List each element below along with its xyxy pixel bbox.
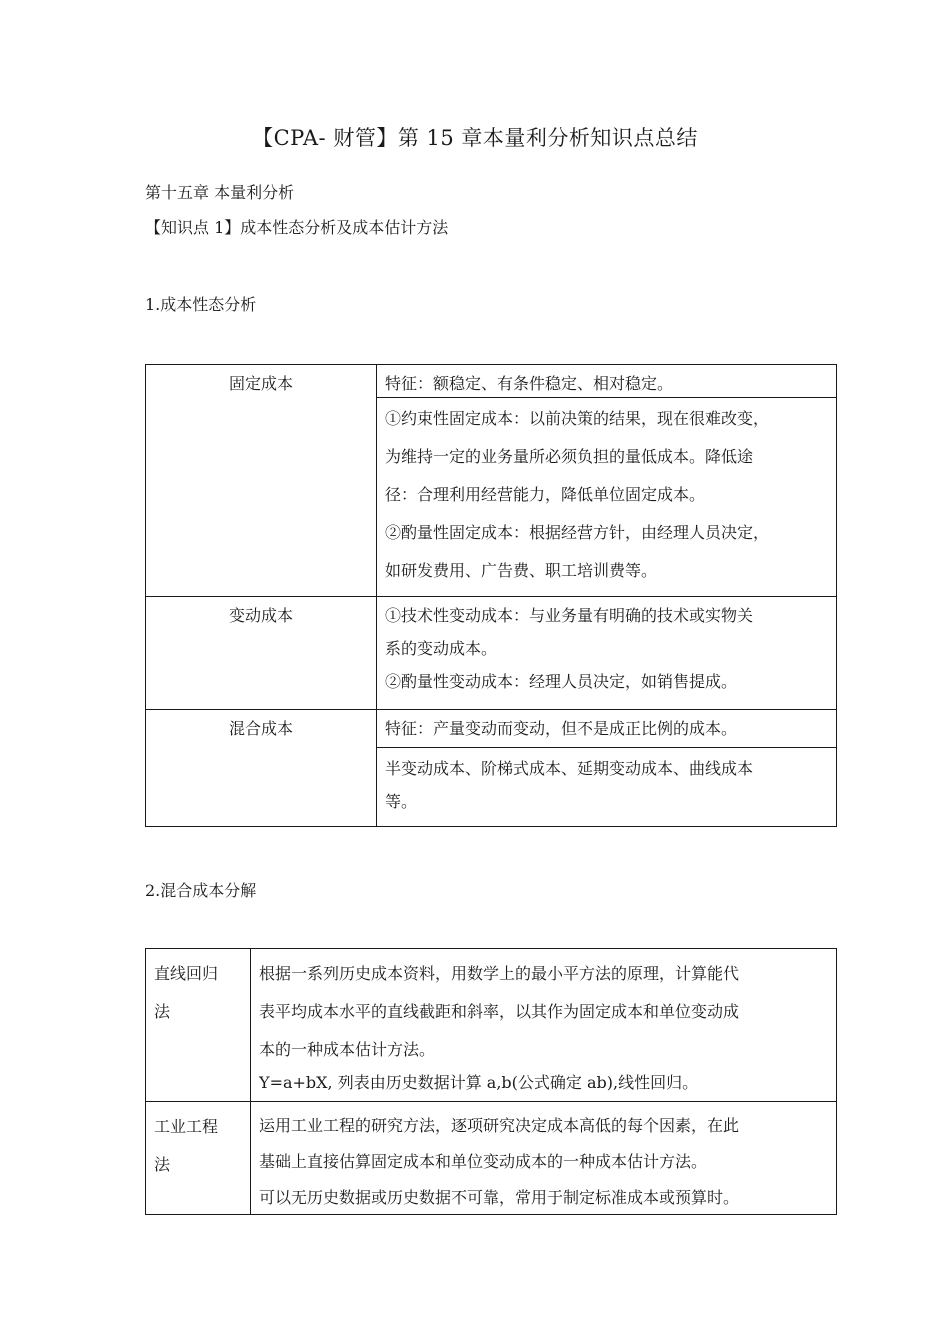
- cell-line: 为维持一定的业务量所必须负担的量低成本。降低途: [385, 447, 754, 466]
- cost-behavior-table: [145, 364, 837, 827]
- cell-line: ①技术性变动成本：与业务量有明确的技术或实物关: [385, 606, 754, 625]
- cell-line: ②酌量性变动成本：经理人员决定，如销售提成。: [385, 672, 738, 691]
- cell-line: 径：合理利用经营能力，降低单位固定成本。: [385, 485, 706, 504]
- cell-line: 等。: [385, 792, 418, 811]
- cell-line: Y=a+bX, 列表由历史数据计算 a,b(公式确定 ab),线性回归。: [259, 1073, 699, 1092]
- cell-line: 特征：产量变动而变动，但不是成正比例的成本。: [385, 719, 738, 738]
- cell-line: 基础上直接估算固定成本和单位变动成本的一种成本估计方法。: [259, 1152, 708, 1171]
- table-row: [146, 365, 837, 398]
- row-label: 固定成本: [228, 374, 293, 393]
- cell-line: 运用工业工程的研究方法，逐项研究决定成本高低的每个因素，在此: [259, 1116, 740, 1135]
- chapter-heading: 第十五章 本量利分析: [145, 183, 295, 202]
- row-label: 法: [154, 1155, 171, 1174]
- cell-line: 特征：额稳定、有条件稳定、相对稳定。: [385, 374, 674, 393]
- section-2-heading: 2.混合成本分解: [145, 881, 257, 900]
- cell-line: 系的变动成本。: [385, 639, 498, 658]
- cell-line: ②酌量性固定成本：根据经营方针，由经理人员决定，: [385, 523, 770, 542]
- row-label: 变动成本: [228, 606, 293, 625]
- row-label-cell: [146, 365, 377, 597]
- table-cell: [377, 398, 837, 597]
- row-label-cell: [146, 949, 251, 1102]
- mixed-cost-decomposition-table: [145, 948, 837, 1215]
- table-cell: [377, 710, 837, 748]
- table-cell: [251, 949, 837, 1102]
- knowledge-point-heading: 【知识点 1】成本性态分析及成本估计方法: [145, 218, 449, 237]
- row-label: 混合成本: [228, 719, 293, 738]
- row-label: 法: [154, 1002, 171, 1021]
- cell-line: 根据一系列历史成本资料，用数学上的最小平方法的原理，计算能代: [259, 964, 740, 983]
- cell-line: ①约束性固定成本：以前决策的结果，现在很难改变，: [385, 409, 770, 428]
- document-title: 【CPA- 财管】第 15 章本量利分析知识点总结: [252, 126, 698, 150]
- cell-line: 表平均成本水平的直线截距和斜率，以其作为固定成本和单位变动成: [259, 1002, 740, 1021]
- section-1-heading: 1.成本性态分析: [145, 295, 257, 314]
- row-label-cell: [146, 1102, 251, 1215]
- cell-line: 本的一种成本估计方法。: [259, 1040, 436, 1059]
- table-cell: [377, 748, 837, 827]
- row-label: 工业工程: [154, 1117, 219, 1136]
- table-cell: [251, 1102, 837, 1215]
- row-label: 直线回归: [154, 964, 219, 983]
- table-row: [146, 1102, 837, 1215]
- table-row: [146, 710, 837, 748]
- row-label-cell: [146, 597, 377, 710]
- row-label-cell: [146, 710, 377, 827]
- table-row: [146, 597, 837, 710]
- table-cell: [377, 365, 837, 398]
- cell-line: 可以无历史数据或历史数据不可靠，常用于制定标准成本或预算时。: [259, 1188, 740, 1207]
- cell-line: 如研发费用、广告费、职工培训费等。: [385, 561, 658, 580]
- table-cell: [377, 597, 837, 710]
- table-row: [146, 949, 837, 1102]
- cell-line: 半变动成本、阶梯式成本、延期变动成本、曲线成本: [385, 759, 754, 778]
